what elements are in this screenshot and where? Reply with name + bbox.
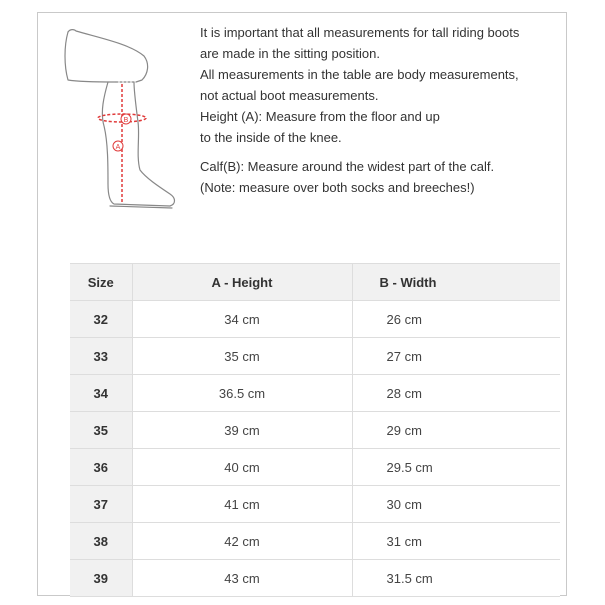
cell-size: 35 — [70, 412, 132, 449]
header-width: B - Width — [352, 264, 560, 301]
table-row — [70, 301, 560, 338]
cell-height: 42 cm — [132, 523, 352, 560]
cell-height: 40 cm — [132, 449, 352, 486]
cell-size: 39 — [70, 560, 132, 597]
cell-size: 32 — [70, 301, 132, 338]
cell-height: 43 cm — [132, 560, 352, 597]
cell-size: 33 — [70, 338, 132, 375]
leg-outline — [65, 30, 175, 208]
cell-size: 37 — [70, 486, 132, 523]
cell-width: 26 cm — [352, 301, 560, 338]
table-row — [70, 560, 560, 597]
measurement-instructions — [200, 22, 560, 198]
cell-height: 36.5 cm — [132, 375, 352, 412]
label-b: B — [123, 117, 129, 124]
cell-width: 29.5 cm — [352, 449, 560, 486]
cell-size: 34 — [70, 375, 132, 412]
table-row — [70, 486, 560, 523]
leg-measurement-illustration — [60, 26, 190, 212]
instruction-line: (Note: measure over both socks and breeches!) — [200, 180, 475, 195]
instruction-line: are made in the sitting position. — [200, 46, 380, 61]
instruction-line: Calf(B): Measure around the widest part of the calf. — [200, 159, 495, 174]
cell-width: 27 cm — [352, 338, 560, 375]
instruction-line: Height (A): Measure from the floor and up — [200, 109, 440, 124]
table-header-row — [70, 264, 560, 301]
spacer — [200, 148, 560, 156]
calf-measure — [98, 114, 146, 124]
size-chart-table — [70, 263, 560, 597]
label-a: A — [115, 144, 121, 151]
cell-width: 29 cm — [352, 412, 560, 449]
cell-width: 31.5 cm — [352, 560, 560, 597]
cell-height: 39 cm — [132, 412, 352, 449]
cell-height: 41 cm — [132, 486, 352, 523]
table-row — [70, 375, 560, 412]
height-measure — [113, 84, 123, 204]
cell-size: 38 — [70, 523, 132, 560]
header-height: A - Height — [132, 264, 352, 301]
cell-height: 35 cm — [132, 338, 352, 375]
cell-size: 36 — [70, 449, 132, 486]
cell-width: 28 cm — [352, 375, 560, 412]
instruction-line: It is important that all measurements for tall riding boots — [200, 25, 520, 40]
instruction-line: to the inside of the knee. — [200, 130, 342, 145]
table-row — [70, 449, 560, 486]
table-row — [70, 523, 560, 560]
table-row — [70, 412, 560, 449]
cell-height: 34 cm — [132, 301, 352, 338]
instruction-line: not actual boot measurements. — [200, 88, 379, 103]
header-size: Size — [70, 264, 132, 301]
cell-width: 31 cm — [352, 523, 560, 560]
instruction-line: All measurements in the table are body measurements, — [200, 67, 519, 82]
table-row — [70, 338, 560, 375]
cell-width: 30 cm — [352, 486, 560, 523]
